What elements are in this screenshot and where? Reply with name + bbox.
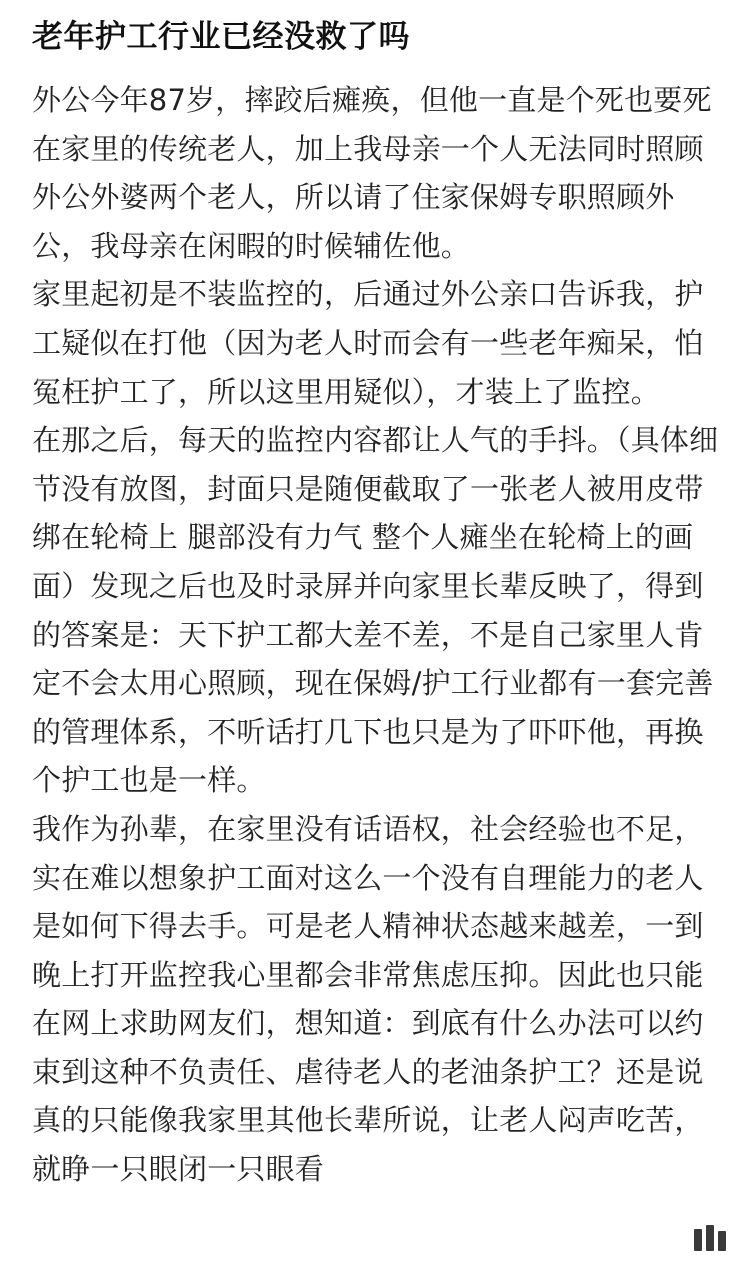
bar-logo-icon: [692, 1223, 736, 1253]
post-title: 老年护工行业已经没救了吗: [32, 19, 410, 55]
paragraph: 在那之后，每天的监控内容都让人气的手抖。（具体细节没有放图，封面只是随便截取了一张老人被用皮带绑在轮椅上 腿部没有力气 整个人瘫坐在轮椅上的画面）发现之后也及时录屏并向家里长辈反映了，得到的答案是：天下护工都大差不差，不是自己家里人肯定不会太用心照顾，现在保姆/护工行业都有一套完善的管理体系，不听话打几下也只是为了吓吓他，再换个护工也是一样。: [32, 423, 719, 798]
watermark: [522, 1214, 752, 1262]
paragraph: 外公今年87岁，摔跤后瘫痪，但他一直是个死也要死在家里的传统老人，加上我母亲一个人无法同时照顾外公外婆两个老人，所以请了住家保姆专职照顾外公，我母亲在闲暇的时候辅佐他。: [32, 83, 712, 263]
post-body: [32, 76, 722, 1194]
paragraph: 我作为孙辈，在家里没有话语权，社会经验也不足，实在难以想象护工面对这么一个没有自理能力的老人是如何下得去手。可是老人精神状态越来越差，一到晚上打开监控我心里都会非常焦虑压抑。因此也只能在网上求助网友们，想知道：到底有什么办法可以约束到这种不负责任、虐待老人的老油条护工？还是说真的只能像我家里其他长辈所说，让老人闷声吃苦，就睁一只眼闭一只眼看: [32, 811, 704, 1187]
paragraph: 家里起初是不装监控的，后通过外公亲口告诉我，护工疑似在打他（因为老人时而会有一些老年痴呆，怕冤枉护工了，所以这里用疑似），才装上了监控。: [32, 277, 704, 409]
